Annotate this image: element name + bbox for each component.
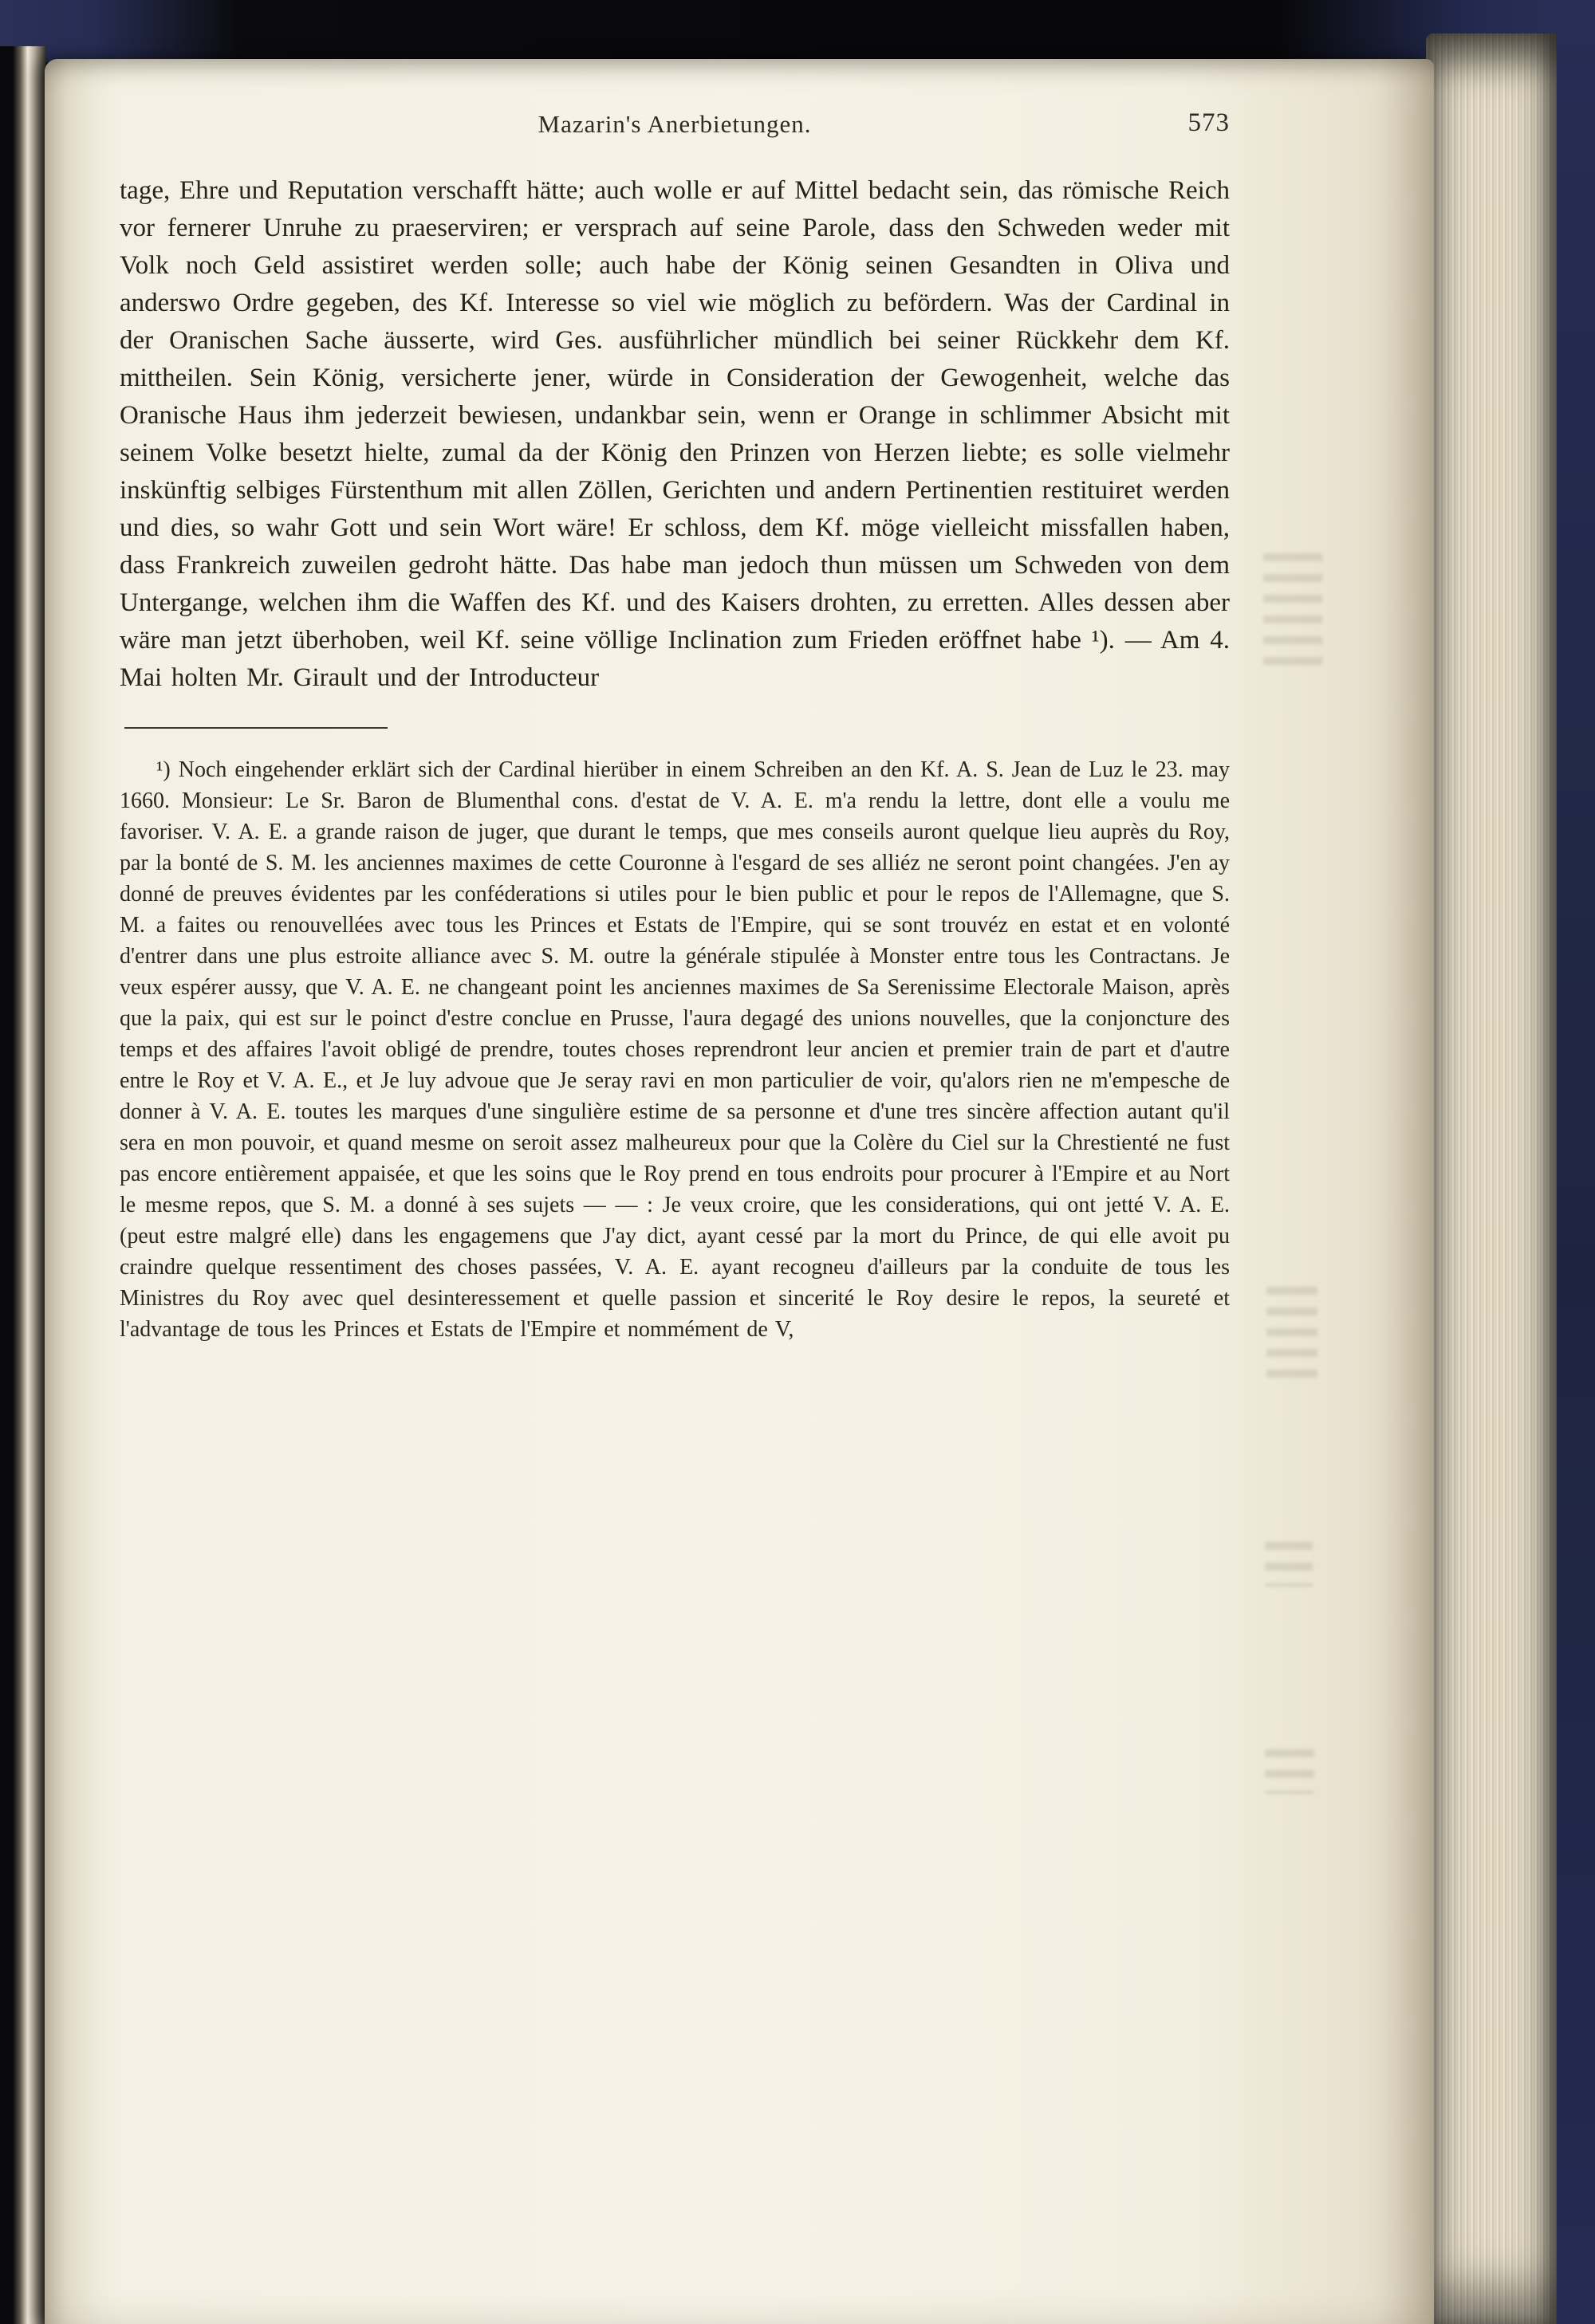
page-number: 573 [1187, 108, 1230, 137]
text-block [120, 110, 1230, 1345]
left-page-edges [0, 46, 46, 2324]
book-cover-right [1554, 0, 1595, 2324]
ink-bleedthrough-smudge [1263, 553, 1322, 673]
footnote-paragraph: ¹) Noch eingehender erklärt sich der Cardinal hierüber in einem Schreiben an den Kf. A. S. Jean de Luz le 23. may 1660. Monsieur: Le Sr. Baron de Blumenthal cons. d'estat de V. A. E. m'a rendu la lettre, dont elle a voulu me favoriser. V. A. E. a grande raison de juger, que durant le temps, que mes conseils auront quelque lieu auprès du Roy, par la bonté de S. M. les anciennes maximes de cette Couronne à l'esgard de ses alliéz ne seront point changées. J'en ay donné de preuves évidentes par les conféderations si utiles pour le bien public et pour le repos de l'Allemagne, que S. M. a faites ou renouvellées avec tous les Princes et Estats de l'Empire, qui se sont trouvéz en estat et en volonté d'entrer dans une plus estroite alliance avec S. M. outre la générale stipulée à Monster entre tous les Contractans. Je veux espérer aussy, que V. A. E. ne changeant point les anciennes maximes de Sa Serenissime Electorale Maison, après que la paix, qui est sur le poinct d'estre conclue en Prusse, l'aura degagé des unions nouvelles, que la conjoncture des temps et des affaires l'avoit obligé de prendre, toutes choses reprendront leur ancien et premier train de part et d'autre entre le Roy et V. A. E., et Je luy advoue que Je seray ravi en mon particulier de voir, qu'alors rien ne m'empesche de donner à V. A. E. toutes les marques d'une singulière estime de sa personne et d'une tres sincère affection autant qu'il sera en mon pouvoir, et quand mesme on seroit assez malheureux pour que la Colère du Ciel sur la Chrestienté ne fust pas encore entièrement appaisée, et que les soins que le Roy prend en tous endroits pour procurer à l'Empire et au Nort le mesme repos, que S. M. a donné à ses sujets — — : Je veux croire, que les considerations, qui ont jetté V. A. E. (peut estre malgré elle) dans les engagemens que J'ay dict, ayant cessé par la mort du Prince, de qui elle avoit pu craindre quelque ressentiment des choses passées, V. A. E. ayant recogneu d'ailleurs par la conduite de tous les Ministres du Roy avec quel desinteressement et quelle passion et sincerité le Roy desire le repos, la seureté et l'advantage de tous les Princes et Estats de l'Empire et nommément de V, [120, 757, 1230, 1342]
ink-bleedthrough-smudge [1266, 1287, 1317, 1382]
ink-bleedthrough-smudge [1265, 1542, 1313, 1587]
main-paragraph: tage, Ehre und Reputation verschafft hätte; auch wolle er auf Mittel bedacht sein, das römische Reich vor fernerer Unruhe zu praeserviren; er versprach auf seine Parole, dass den Schweden weder mit Volk noch Geld assistiret werden solle; auch habe der König seinen Gesandten in Oliva und anderswo Ordre gegeben, des Kf. Interesse so viel wie möglich zu befördern. Was der Cardinal in der Oranischen Sache äusserte, wird Ges. ausführlicher mündlich bei seiner Rückkehr dem Kf. mittheilen. Sein König, versicherte jener, würde in Consideration der Gewogenheit, welche das Oranische Haus ihm jederzeit bewiesen, undankbar sein, wenn er Orange in schlimmer Absicht mit seinem Volke besetzt hielte, zumal da der König den Prinzen von Herzen liebte; es solle vielmehr inskünftig selbiges Fürstenthum mit allen Zöllen, Gerichten und andern Pertinentien restituiret werden und dies, so wahr Gott und sein Wort wäre! Er schloss, dem Kf. möge vielleicht missfallen haben, dass Frankreich zuweilen gedroht hätte. Das habe man jedoch thun müssen um Schweden von dem Untergange, welchen ihm die Waffen des Kf. und des Kaisers drohten, zu erretten. Alles dessen aber wäre man jetzt überhoben, weil Kf. seine völlige Inclination zum Frieden eröffnet habe ¹). — Am 4. Mai holten Mr. Girault und der Introducteur [120, 176, 1230, 692]
ink-bleedthrough-smudge [1265, 1749, 1314, 1794]
footnote-separator-rule [124, 727, 388, 729]
right-page-edges [1426, 33, 1557, 2324]
running-header [120, 110, 1230, 145]
book-page [45, 59, 1434, 2324]
running-header-title: Mazarin's Anerbietungen. [538, 110, 812, 138]
book-top-edge [0, 0, 1595, 62]
